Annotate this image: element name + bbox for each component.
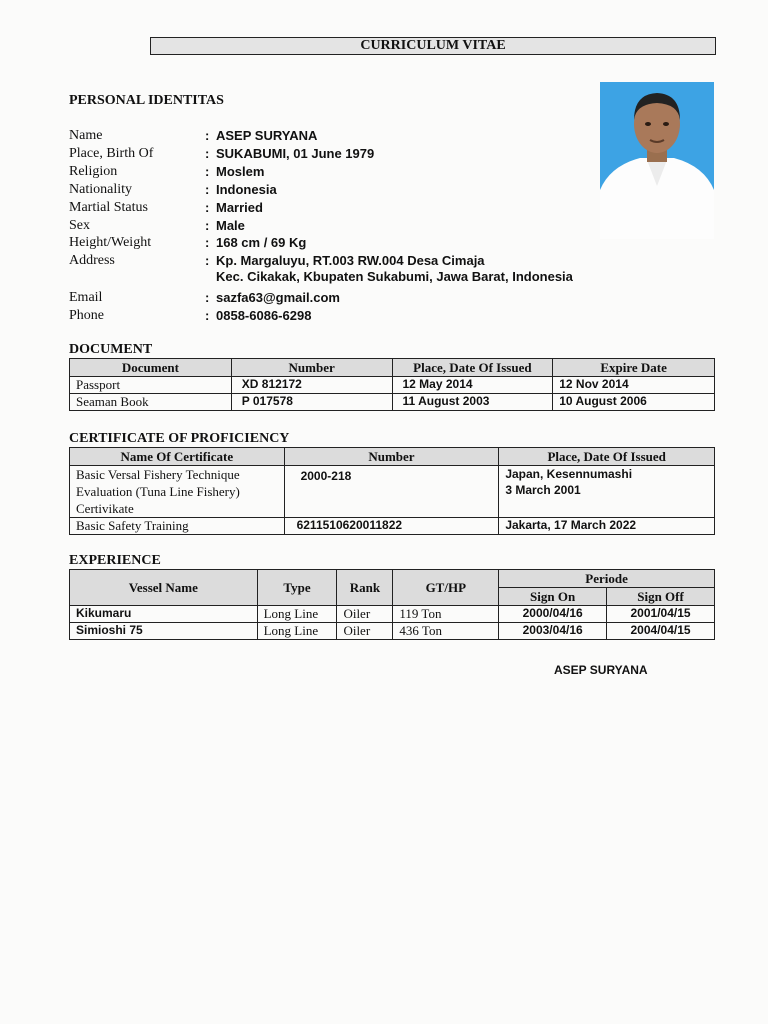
label-sex: Sex bbox=[69, 218, 90, 233]
value-height-weight: 168 cm / 69 Kg bbox=[216, 235, 307, 250]
experience-cell: 119 Ton bbox=[393, 606, 499, 623]
experience-cell: 2000/04/16 bbox=[499, 606, 607, 623]
label-height-weight: Height/Weight bbox=[69, 235, 152, 250]
experience-cell: 436 Ton bbox=[393, 623, 499, 640]
certificate-name-cell bbox=[70, 466, 285, 518]
certificate-number-cell: 6211510620011822 bbox=[284, 518, 499, 535]
certificate-col-number: Number bbox=[284, 448, 499, 466]
experience-cell: Oiler bbox=[337, 606, 393, 623]
experience-cell: 2003/04/16 bbox=[499, 623, 607, 640]
certificate-table bbox=[69, 447, 715, 535]
certificate-header-row bbox=[70, 448, 715, 466]
experience-cell: 2001/04/15 bbox=[607, 606, 715, 623]
document-cell: XD 812172 bbox=[231, 377, 392, 394]
personal-heading: PERSONAL IDENTITAS bbox=[69, 93, 224, 108]
document-heading: DOCUMENT bbox=[69, 342, 153, 357]
label-birth: Place, Birth Of bbox=[69, 146, 154, 161]
certificate-place-line: 3 March 2001 bbox=[505, 483, 581, 497]
experience-col-sign-on: Sign On bbox=[499, 588, 607, 606]
cv-title: CURRICULUM VITAE bbox=[150, 37, 716, 55]
person-portrait-icon bbox=[600, 82, 714, 239]
table-row bbox=[70, 394, 715, 411]
sep-height: : bbox=[205, 235, 210, 250]
sep-email: : bbox=[205, 290, 210, 305]
value-phone: 0858-6086-6298 bbox=[216, 308, 312, 323]
document-cell: 12 May 2014 bbox=[392, 377, 553, 394]
profile-photo bbox=[600, 82, 714, 239]
document-cell: Seaman Book bbox=[70, 394, 232, 411]
value-birth: SUKABUMI, 01 June 1979 bbox=[216, 146, 375, 161]
certificate-col-place-date: Place, Date Of Issued bbox=[499, 448, 715, 466]
label-martial-status: Martial Status bbox=[69, 200, 148, 215]
document-cell: P 017578 bbox=[231, 394, 392, 411]
document-table bbox=[69, 358, 715, 411]
certificate-place-cell: Jakarta, 17 March 2022 bbox=[499, 518, 715, 535]
label-address: Address bbox=[69, 253, 115, 268]
document-col-place-date: Place, Date Of Issued bbox=[392, 359, 553, 377]
certificate-number-cell: 2000-218 bbox=[284, 466, 499, 518]
label-religion: Religion bbox=[69, 164, 118, 179]
certificate-place-line: Japan, Kesennumashi bbox=[505, 467, 633, 481]
certificate-name-line: Evaluation (Tuna Line Fishery) bbox=[76, 484, 240, 499]
certificate-place-cell bbox=[499, 466, 715, 518]
value-martial-status: Married bbox=[216, 200, 263, 215]
experience-col-gt: GT/HP bbox=[393, 570, 499, 606]
value-address-line2: Kec. Cikakak, Kbupaten Sukabumi, Jawa Barat, Indonesia bbox=[216, 269, 573, 284]
value-religion: Moslem bbox=[216, 164, 265, 179]
document-cell: 12 Nov 2014 bbox=[553, 377, 715, 394]
document-header-row bbox=[70, 359, 715, 377]
label-name: Name bbox=[69, 128, 103, 143]
experience-col-rank: Rank bbox=[337, 570, 393, 606]
table-row bbox=[70, 377, 715, 394]
experience-cell: Kikumaru bbox=[70, 606, 258, 623]
sep-sex: : bbox=[205, 218, 210, 233]
experience-cell: Long Line bbox=[257, 606, 337, 623]
table-row bbox=[70, 606, 715, 623]
label-email: Email bbox=[69, 290, 103, 305]
value-name: ASEP SURYANA bbox=[216, 128, 318, 143]
value-sex: Male bbox=[216, 218, 245, 233]
experience-heading: EXPERIENCE bbox=[69, 553, 161, 568]
sep-name: : bbox=[205, 128, 210, 143]
experience-col-vessel: Vessel Name bbox=[70, 570, 258, 606]
sep-phone: : bbox=[205, 308, 210, 323]
certificate-name-cell: Basic Safety Training bbox=[70, 518, 285, 535]
experience-col-periode: Periode bbox=[499, 570, 715, 588]
label-nationality: Nationality bbox=[69, 182, 132, 197]
experience-col-type: Type bbox=[257, 570, 337, 606]
document-cell: Passport bbox=[70, 377, 232, 394]
experience-cell: Simioshi 75 bbox=[70, 623, 258, 640]
experience-col-sign-off: Sign Off bbox=[607, 588, 715, 606]
sep-address: : bbox=[205, 253, 210, 268]
table-row bbox=[70, 466, 715, 518]
value-address-line1: Kp. Margaluyu, RT.003 RW.004 Desa Cimaja bbox=[216, 253, 485, 268]
experience-cell: 2004/04/15 bbox=[607, 623, 715, 640]
experience-table bbox=[69, 569, 715, 640]
signature-name: ASEP SURYANA bbox=[554, 663, 648, 677]
document-cell: 11 August 2003 bbox=[392, 394, 553, 411]
sep-nationality: : bbox=[205, 182, 210, 197]
label-phone: Phone bbox=[69, 308, 104, 323]
document-cell: 10 August 2006 bbox=[553, 394, 715, 411]
experience-cell: Long Line bbox=[257, 623, 337, 640]
document-col-number: Number bbox=[231, 359, 392, 377]
table-row bbox=[70, 518, 715, 535]
table-row bbox=[70, 623, 715, 640]
certificate-name-line: Basic Versal Fishery Technique bbox=[76, 467, 240, 482]
sep-martial: : bbox=[205, 200, 210, 215]
document-col-expire: Expire Date bbox=[553, 359, 715, 377]
sep-birth: : bbox=[205, 146, 210, 161]
sep-religion: : bbox=[205, 164, 210, 179]
experience-header-row bbox=[70, 570, 715, 588]
value-nationality: Indonesia bbox=[216, 182, 277, 197]
certificate-heading: CERTIFICATE OF PROFICIENCY bbox=[69, 431, 290, 446]
document-col-document: Document bbox=[70, 359, 232, 377]
certificate-col-name: Name Of Certificate bbox=[70, 448, 285, 466]
experience-cell: Oiler bbox=[337, 623, 393, 640]
value-email: sazfa63@gmail.com bbox=[216, 290, 340, 305]
certificate-name-line: Certivikate bbox=[76, 501, 134, 516]
